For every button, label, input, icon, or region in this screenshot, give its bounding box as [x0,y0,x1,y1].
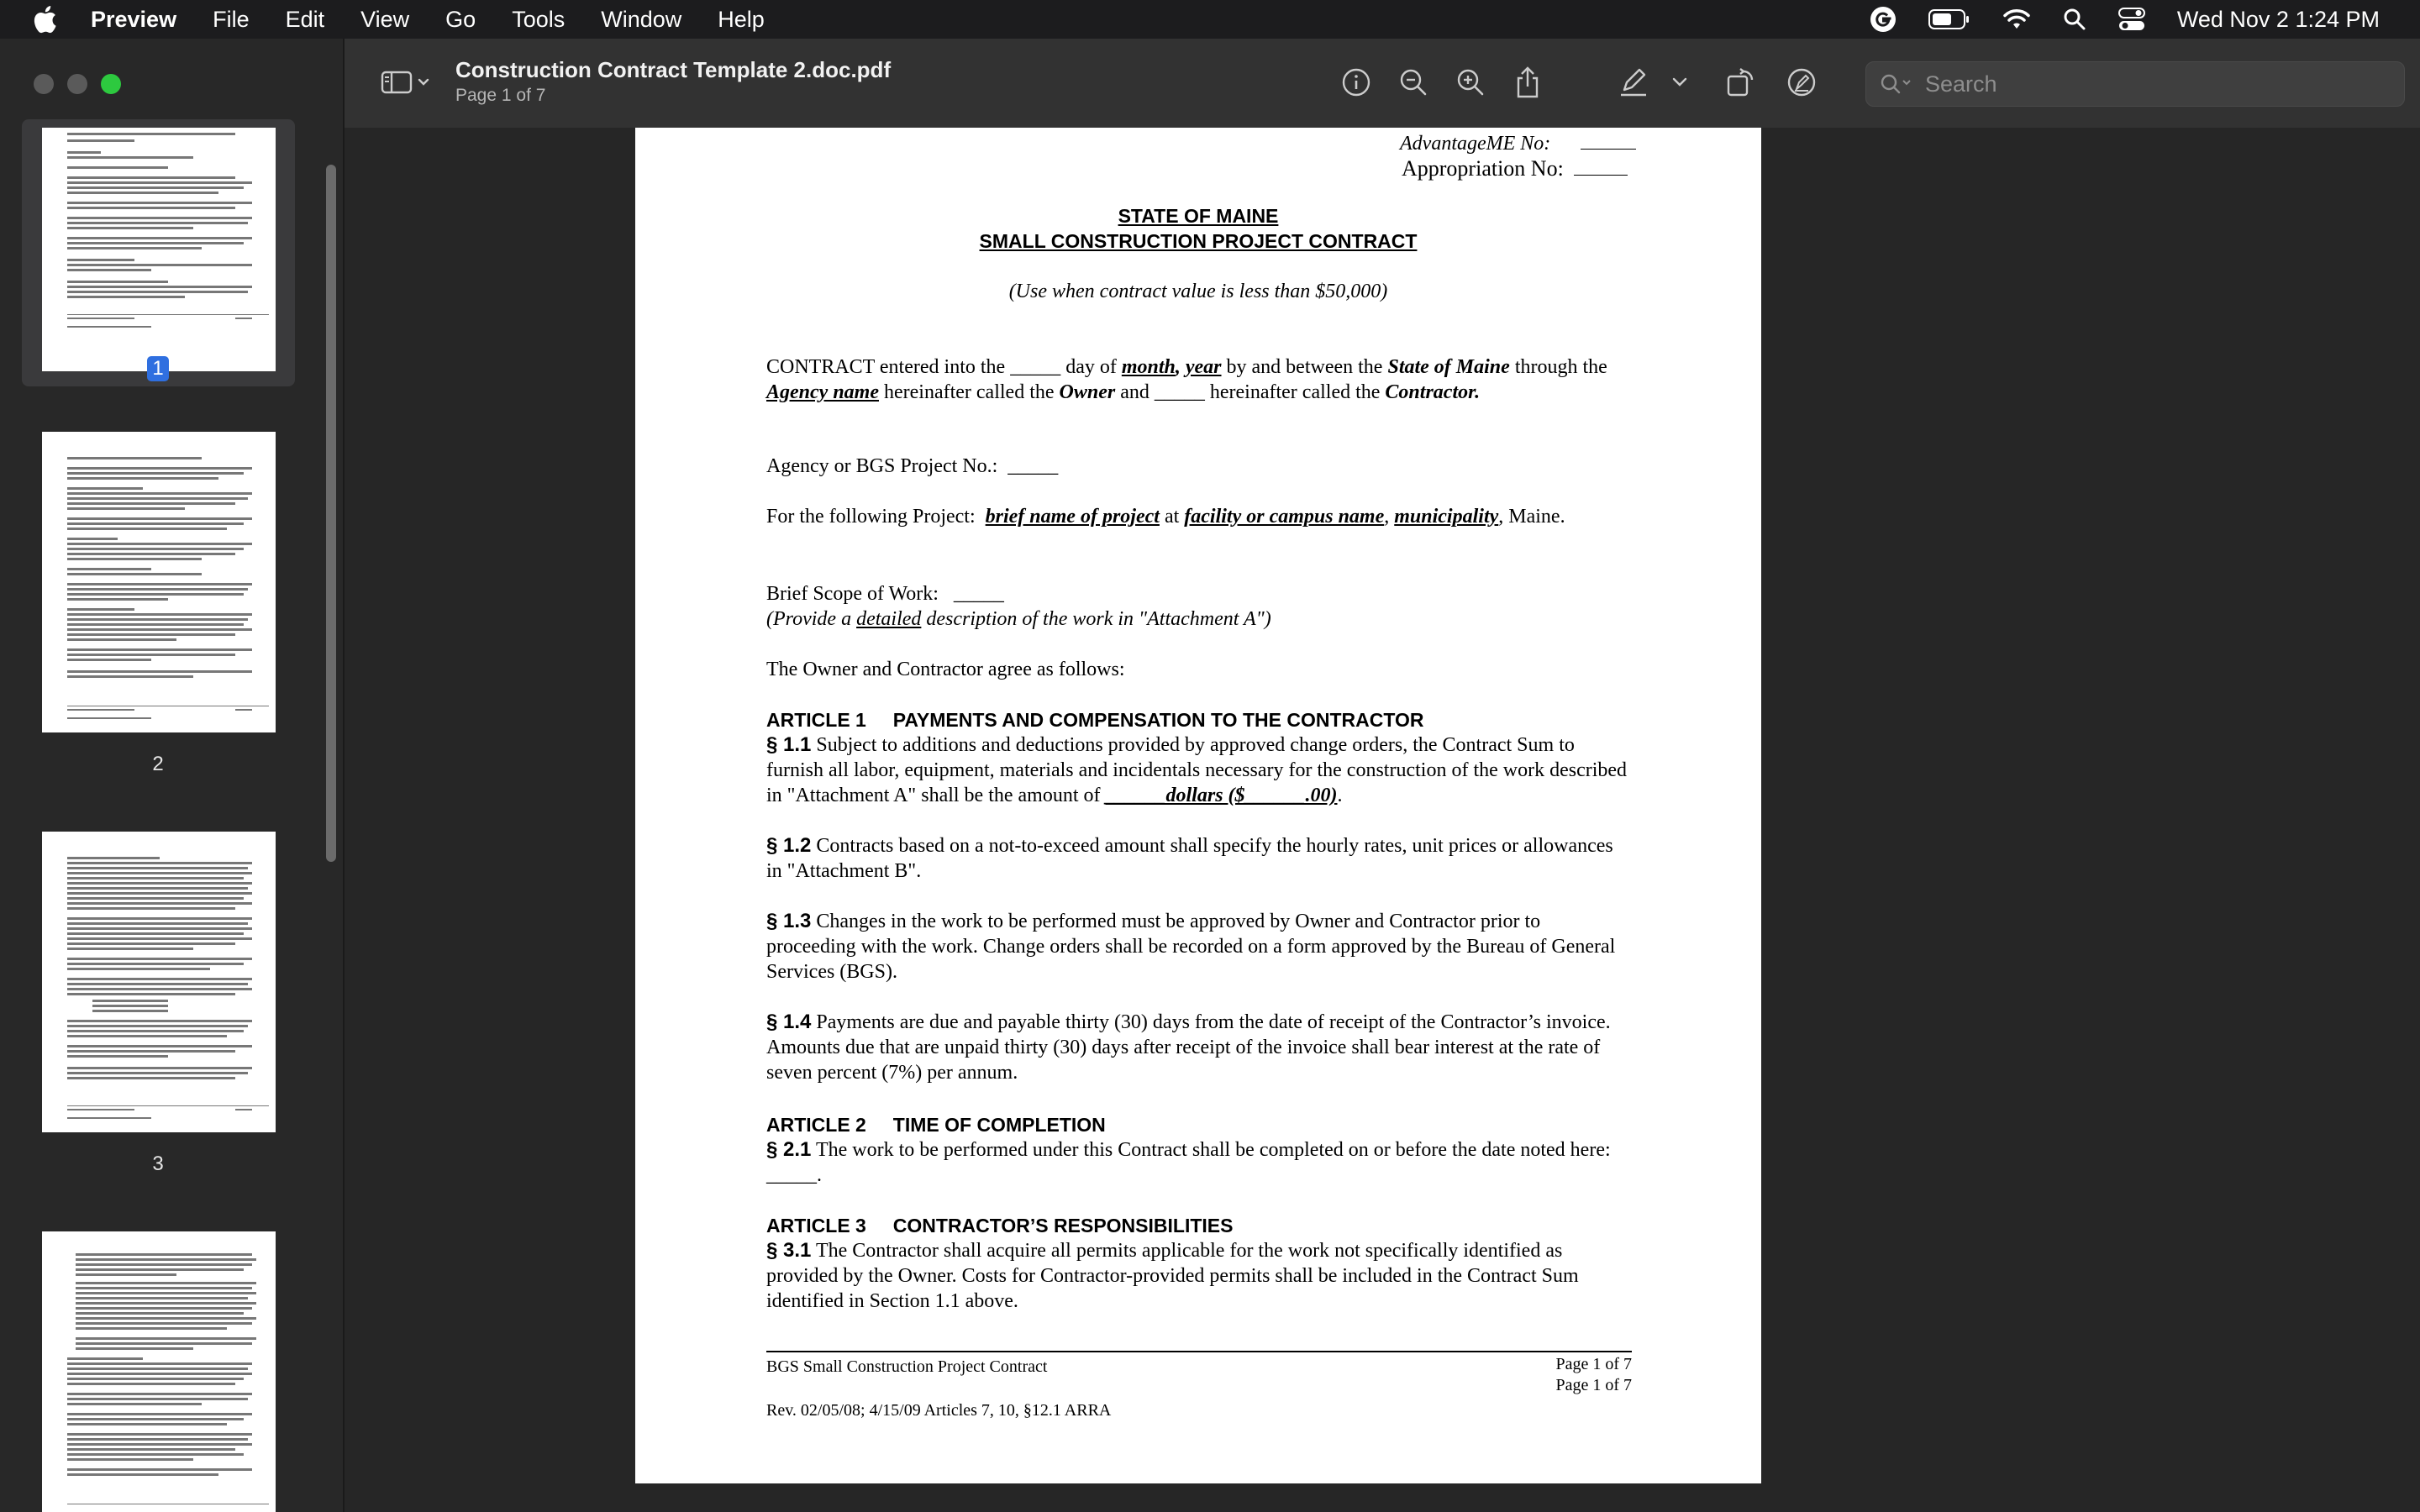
owner-term: Owner [1059,381,1116,403]
text-run: Agency or BGS Project No.: [766,455,998,477]
text-run: , [1175,356,1181,378]
text-run: CONTRACT entered into the [766,356,1006,378]
document-title[interactable]: Construction Contract Template 2.doc.pdf [455,57,892,82]
text-run: The work to be performed under this Contract shall be completed on or before the date noted here: [815,1139,1611,1161]
section-number: § 3.1 [766,1239,812,1262]
text-run: Payments are due and payable thirty (30) days from the date of receipt of the Contractor’s invoice. Amounts due that are unpaid thirty (30) days after receipt of the invoice shall bear interest at the rate of seven percent (7%) per annum. [766,1011,1611,1084]
article-2-heading: ARTICLE 2 TIME OF COMPLETION [766,1114,1106,1136]
document-viewer[interactable] [345,128,2420,1512]
advantage-label: AdvantageME No: [1400,133,1551,155]
zoom-out-button[interactable] [1395,64,1432,101]
markup-dropdown-chevron-icon[interactable] [1667,64,1692,101]
section-2-1 [766,1137,1632,1188]
sidebar-scrollbar[interactable] [326,165,336,862]
menu-bar [0,0,2420,39]
state-of-maine: State of Maine [1387,356,1510,378]
heading-contract: SMALL CONSTRUCTION PROJECT CONTRACT [979,230,1418,252]
markup-toolbar-button[interactable] [1783,64,1820,101]
contractor-term: Contractor. [1385,381,1481,403]
text-run: . [1337,785,1343,806]
agreement-intro: The Owner and Contractor agree as follows: [766,659,1125,680]
section-1-4 [766,1010,1632,1085]
text-run: hereinafter called the [883,381,1055,403]
use-when-note: (Use when contract value is less than $50,000) [1008,281,1388,302]
section-number: § 2.1 [766,1138,812,1161]
text-run: at [1164,506,1180,528]
appropriation-label: Appropriation No: [1402,156,1564,181]
footer-page-1: Page 1 of 7 [1555,1355,1632,1373]
page-thumbnail-4[interactable] [42,1231,276,1512]
sidebar-toggle-button[interactable] [378,64,437,101]
blank-field: _____ [1010,356,1061,378]
month-field: month [1121,356,1176,378]
markup-pen-button[interactable] [1615,64,1652,101]
text-run: Subject to additions and deductions provided by approved change orders, the Contract Sum to furnish all labor, equipment, materials and incidentals necessary for the construction of the work described in "Attachment A" shall be the amount of [766,734,1628,806]
page-thumbnail-1[interactable] [42,128,276,371]
blank-field: _____ [1154,381,1205,403]
text-run: (Provide a [766,608,852,630]
municipality-field: municipality [1394,506,1499,528]
text-run: by and between the [1226,356,1383,378]
text-run: through the [1514,356,1607,378]
scope-instructions [766,606,1632,632]
text-run: Maine. [1508,506,1565,528]
blank-field: _____ [1007,455,1059,477]
text-run: For the following Project: [766,506,976,528]
text-run: hereinafter called the [1209,381,1381,403]
text-run: Brief Scope of Work: [766,583,939,605]
page-number-3[interactable]: 3 [152,1152,164,1175]
text-run: detailed [856,608,922,630]
advantage-line [1400,131,1639,156]
window-minimize-button[interactable] [67,74,87,94]
article-1-heading: ARTICLE 1 PAYMENTS AND COMPENSATION TO THE CONTRACTOR [766,709,1424,731]
page-thumbnail-2[interactable] [42,432,276,732]
grammarly-icon[interactable] [1870,6,1897,33]
menu-window[interactable]: Window [601,6,682,32]
menu-go[interactable]: Go [445,6,476,32]
menu-clock[interactable]: Wed Nov 2 1:24 PM [2176,6,2380,32]
search-input[interactable] [1923,71,2397,98]
project-paragraph [766,504,1632,529]
text-run: and [1120,381,1150,403]
contract-parties-paragraph [766,354,1632,405]
toolbar [345,39,2420,129]
text-run: day of [1065,356,1117,378]
amount-field: ______dollars ($______.00) [1105,785,1338,806]
menu-tools[interactable]: Tools [512,6,566,32]
menu-file[interactable]: File [213,6,250,32]
text-run: Changes in the work to be performed must be approved by Owner and Contractor prior to proceeding with the work. Change orders shall be recorded on a form approved by the Bureau of General Services (BGS). [766,911,1616,983]
page-number-2[interactable]: 2 [152,753,164,775]
apple-icon[interactable] [32,5,60,34]
pdf-page[interactable] [635,128,1761,1483]
wifi-icon[interactable] [2002,8,2031,30]
menu-help[interactable]: Help [718,6,765,32]
footer-page-numbers [1476,1354,1632,1396]
section-number: § 1.2 [766,834,812,857]
text-run: , [1384,506,1390,528]
facility-name-field: facility or campus name [1184,506,1385,528]
text-run: The Contractor shall acquire all permits applicable for the work not specifically identified as provided by the Owner. Costs for Contractor-provided permits shall be included in the Contract Sum identified in Section 1.1 above. [766,1240,1579,1312]
menu-app-name[interactable]: Preview [91,6,177,32]
page-indicator: Page 1 of 7 [455,86,546,105]
window-close-button[interactable] [34,74,54,94]
project-name-field: brief name of project [985,506,1160,528]
section-1-1 [766,732,1632,808]
battery-icon[interactable] [1928,8,1970,30]
heading-state: STATE OF MAINE [1118,205,1279,227]
footer-rule [766,1351,1632,1352]
scope-of-work [766,581,1632,606]
thumbnail-sidebar [0,39,345,1512]
blank-field: _____ [953,583,1004,605]
page-number-1[interactable]: 1 [147,356,169,381]
appropriation-line [1402,156,1640,181]
zoom-in-button[interactable] [1452,64,1489,101]
menu-edit[interactable]: Edit [285,6,325,32]
year-field: year [1185,356,1222,378]
article-3-heading: ARTICLE 3 CONTRACTOR’S RESPONSIBILITIES [766,1215,1234,1236]
spotlight-search-icon[interactable] [2063,8,2086,31]
footer-page-2: Page 1 of 7 [1555,1376,1632,1394]
section-number: § 1.3 [766,910,812,932]
appropriation-blank [1574,158,1628,176]
text-run: Contracts based on a not-to-exceed amount shall specify the hourly rates, unit prices or allowances in "Attachment B". [766,835,1613,882]
footer-left: BGS Small Construction Project Contract [766,1357,1048,1376]
section-1-3 [766,909,1632,984]
section-3-1 [766,1238,1632,1314]
blank-field: _____ [766,1164,817,1186]
window-zoom-button[interactable] [101,74,121,94]
menu-view[interactable]: View [360,6,410,32]
search-icon [1880,73,1913,95]
rotate-button[interactable] [1723,64,1760,101]
agency-name-field: Agency name [766,381,879,403]
text-run: . [817,1164,822,1186]
search-field[interactable] [1865,61,2405,107]
section-1-2 [766,833,1632,884]
advantage-blank [1581,132,1636,150]
footer-revision: Rev. 02/05/08; 4/15/09 Articles 7, 10, §12.1 ARRA [766,1401,1112,1420]
text-run: description of the work in "Attachment A") [926,608,1271,630]
text-run: , [1498,506,1504,528]
section-number: § 1.4 [766,1011,812,1033]
control-center-icon[interactable] [2118,8,2145,31]
agency-project-no [766,454,1632,479]
info-button[interactable] [1338,64,1375,101]
share-button[interactable] [1509,64,1546,101]
section-number: § 1.1 [766,733,812,756]
page-thumbnail-3[interactable] [42,832,276,1132]
